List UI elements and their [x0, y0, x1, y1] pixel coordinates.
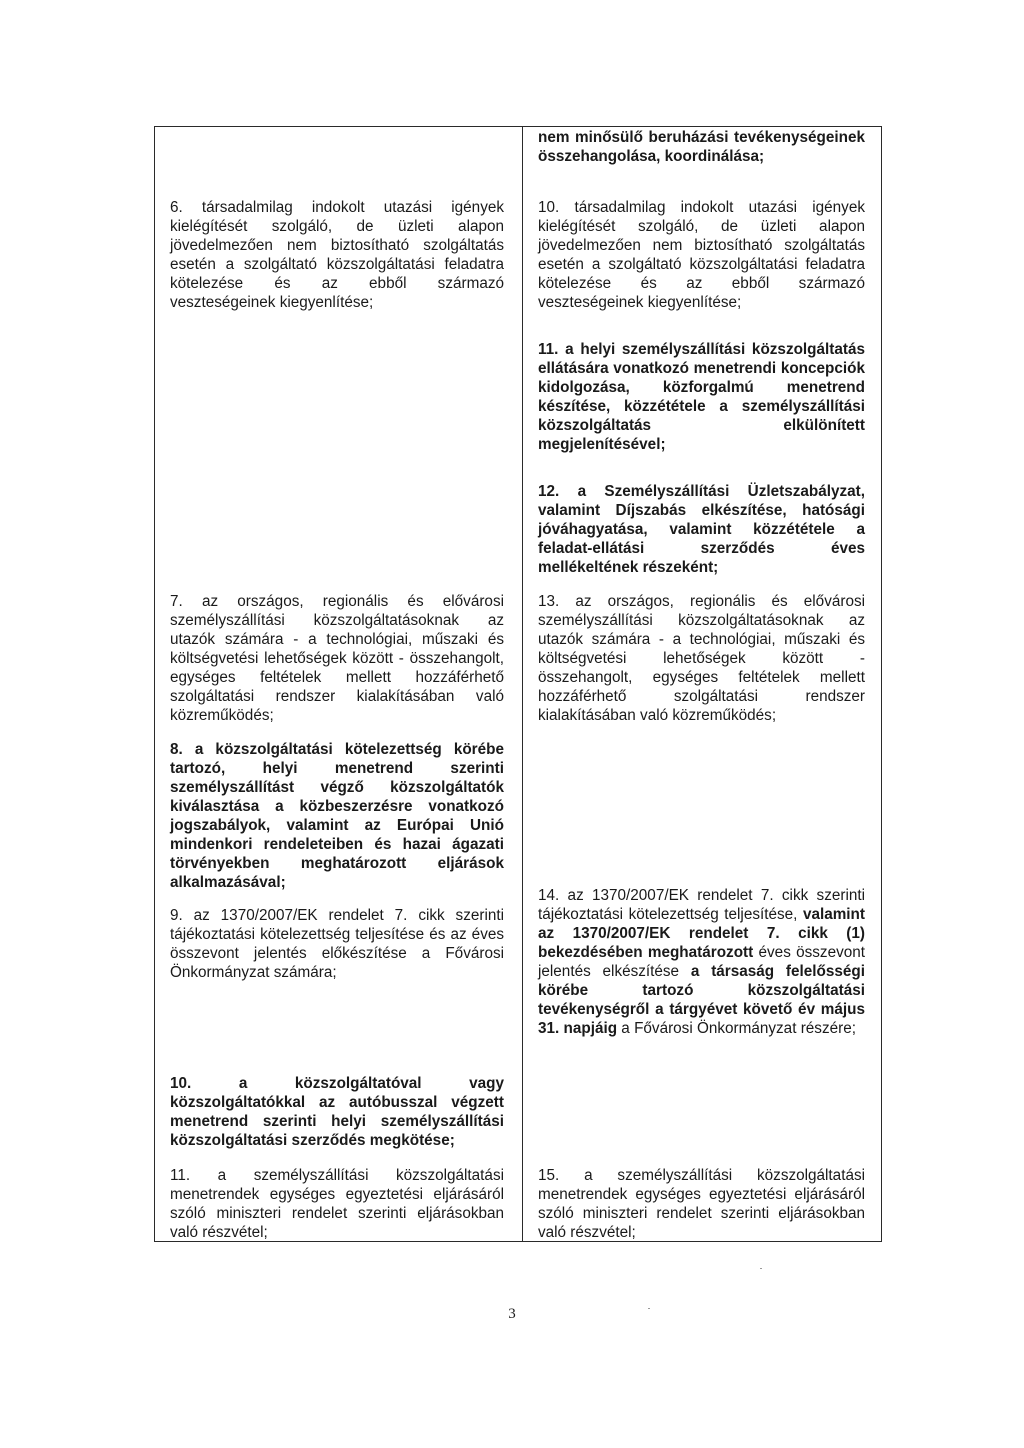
right-item-14 [538, 886, 865, 1038]
scan-speck [648, 1308, 650, 1309]
left-item-10: 10. a közszolgáltatóval vagy közszolgáltatókkal az autóbusszal végzett menetrend szerinti helyi személyszállítási közszolgáltatási szerződés megkötése; [170, 1075, 504, 1149]
right-item-continuation: nem minősülő beruházási tevékenységeinek összehangolása, koordinálása; [538, 129, 865, 165]
page-number: 3 [508, 1306, 516, 1322]
right-item-11: 11. a helyi személyszállítási közszolgáltatás ellátására vonatkozó menetrendi koncepciók kidolgozása, közforgalmú menetrend készítése, közzététele a személyszállítási közszolgáltatás elkülönített megjelenítésével; [538, 341, 865, 453]
left-item-11: 11. a személyszállítási közszolgáltatási menetrendek egységes egyeztetési eljárásáról szóló miniszteri rendelet szerinti eljárásokban való részvétel; [170, 1167, 504, 1241]
right-item-13: 13. az országos, regionális és elővárosi személyszállítási közszolgáltatásoknak az utazók számára - a technológiai, műszaki és költségvetési lehetőségek között - összehangolt, egységes feltételek mellett hozzáférhető szolgáltatási rendszer kialakításában való közreműködés; [538, 593, 865, 724]
left-item-8: 8. a közszolgáltatási kötelezettség körébe tartozó, helyi menetrend szerinti személyszállítást végző közszolgáltatók kiválasztása a közbeszerzésre vonatkozó jogszabályok, valamint az Európai Unió mindenkori rendeleteiben és hazai ágazati törvényekben meghatározott eljárások alkalmazásával; [170, 741, 504, 891]
right-item-14-part-3: éves összevont jelentés elkészítése [538, 944, 865, 980]
right-item-10: 10. társadalmilag indokolt utazási igények kielégítését szolgáló, de üzleti alapon jövedelmezően nem biztosítható szolgáltatás esetén a szolgáltató közszolgáltatási feladatra kötelezése és az ebből származó veszteségeinek kiegyenlítése; [538, 199, 865, 311]
right-item-14-part-1: 14. az 1370/2007/EK rendelet 7. cikk szerinti tájékoztatási kötelezettség teljesítése, [538, 887, 865, 923]
left-item-6: 6. társadalmilag indokolt utazási igények kielégítését szolgáló, de üzleti alapon jövedelmezően nem biztosítható szolgáltatás esetén a szolgáltató közszolgáltatási feladatra kötelezése és az ebből származó veszteségeinek kiegyenlítése; [170, 199, 504, 311]
right-item-12: 12. a Személyszállítási Üzletszabályzat, valamint Díjszabás elkészítése, hatósági jóváhagyatása, valamint közzététele a feladat-ellátási szerződés éves mellékeltének részeként; [538, 483, 865, 576]
scan-speck [760, 1268, 762, 1269]
column-divider [522, 126, 523, 1242]
right-item-15: 15. a személyszállítási közszolgáltatási menetrendek egységes egyeztetési eljárásáról szóló miniszteri rendelet szerinti eljárásokban való részvétel; [538, 1167, 865, 1241]
left-item-7: 7. az országos, regionális és elővárosi személyszállítási közszolgáltatásoknak az utazók számára - a technológiai, műszaki és költségvetési lehetőségek között - összehangolt, egységes feltételek mellett hozzáférhető szolgáltatási rendszer kialakításában való közreműködés; [170, 593, 504, 724]
right-item-14-part-4: a társaság felelősségi körébe tartozó közszolgáltatási tevékenységről a tárgyévet követő év május 31. napjáig [538, 963, 865, 1037]
right-item-14-part-5: a Fővárosi Önkormányzat részére; [617, 1020, 856, 1037]
left-item-9: 9. az 1370/2007/EK rendelet 7. cikk szerinti tájékoztatási kötelezettség teljesítése és az éves összevont jelentés előkészítése a Fővárosi Önkormányzat számára; [170, 907, 504, 981]
right-item-14-part-2: valamint az 1370/2007/EK rendelet 7. cikk (1) bekezdésében meghatározott [538, 906, 865, 961]
